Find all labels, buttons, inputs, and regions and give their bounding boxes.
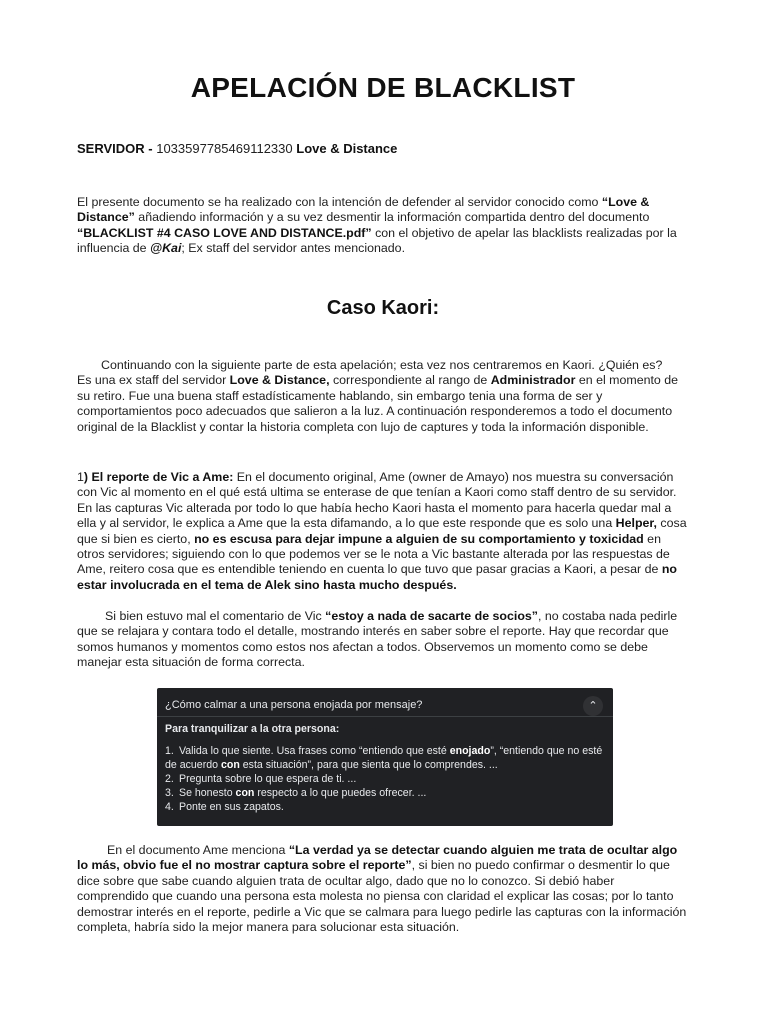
paragraph-2	[77, 470, 689, 593]
text: , no costaba nada pedirle que se relajara y contara todo el detalle, mostrando interés en saber sobre el reporte. Hay que recordar que somos humanos y momentos como estos nos afectan a todos. Observemos un momento como se debe manejar esta situación de forma correcta.	[77, 609, 678, 670]
item-number: 3.	[165, 787, 174, 799]
text: El presente documento se ha realizado con la intención de defender al servidor conocido como	[77, 195, 602, 209]
answer-list	[165, 744, 605, 814]
text: respecto a lo que puedes ofrecer. ...	[254, 787, 427, 799]
section-heading: Caso Kaori:	[326, 297, 440, 319]
intro-paragraph	[77, 195, 689, 257]
server-id: 1033597785469112330	[156, 141, 293, 156]
text: Ponte en sus zapatos.	[179, 801, 284, 813]
bold-text: “La verdad ya se detectar cuando alguien me trata de ocultar algo lo más, obvio fue el no mostrar captura sobre el reporte”	[77, 843, 678, 873]
paragraph-1	[77, 358, 689, 435]
text: Continuando con la siguiente parte de esta apelación; esta vez nos centraremos en Kaori. ¿Quién es?	[101, 358, 663, 372]
item-number: 2.	[165, 773, 174, 785]
list-item	[165, 744, 605, 772]
text: Es una ex staff del servidor	[77, 373, 230, 388]
server-line	[77, 141, 397, 156]
text: Se honesto	[179, 787, 236, 799]
text: , si bien no puedo confirmar o desmentir lo que dice sobre que sabe cuando alguien trata de ocultar algo, dado que no lo conozco. Si debió haber comprendido que cuando una persona esta molesta no piensa con claridad el explicar las cosas; por lo tanto demostrar interés en el reporte, pedirle a Vic que se calmara para luego pedirle las capturas con la información completa, habría sido la mejor manera para solucionar esta situación.	[77, 858, 687, 935]
text: correspondiente al rango de	[329, 373, 491, 388]
item-number: 1	[77, 470, 84, 484]
bold-text: Love & Distance,	[229, 373, 330, 388]
item-number: 1.	[165, 745, 174, 757]
server-name: Love & Distance	[296, 141, 398, 156]
chevron-up-icon: ⌃	[583, 696, 603, 716]
bold-text: ) El reporte de Vic a Ame:	[83, 470, 234, 484]
bold-text: Helper,	[615, 516, 657, 531]
text: esta situación”, para que sienta que lo comprendes. ...	[239, 759, 498, 771]
bold-text: no estar involucrada en el tema de Alek sino hasta mucho después.	[77, 562, 677, 592]
paragraph-4	[77, 843, 689, 935]
text: ”, “entiendo que no esté de acuerdo	[165, 745, 603, 771]
text: añadiendo información y a su vez desmentir la información compartida dentro del documento	[134, 210, 650, 225]
text: En el documento original, Ame (owner de Amayo) nos muestra su conversación con Vic al momento en el qué está ultima se enterase de que tenían a Kaori como staff dentro de su servidor. En las capturas Vic alterada por todo lo que había hecho Kaori hasta el momento para hacerla quedar mal a ella y al servidor, le explica a Ame que la esta difamando, a lo que este responde que es solo una	[77, 470, 677, 531]
list-item	[165, 800, 605, 814]
search-result-screenshot	[157, 688, 613, 826]
server-label: SERVIDOR -	[77, 141, 157, 156]
bold-text: no es escusa para dejar impune a alguien de su comportamiento y toxicidad	[194, 531, 644, 546]
list-item	[165, 786, 605, 800]
text: Valida lo que siente. Usa frases como “entiendo que esté	[179, 745, 450, 757]
list-item	[165, 772, 605, 786]
bold-text: “estoy a nada de sacarte de socios”	[325, 609, 538, 623]
search-question: ¿Cómo calmar a una persona enojada por mensaje?	[165, 699, 423, 711]
text: ; Ex staff del servidor antes mencionado.	[181, 241, 406, 256]
text: Pregunta sobre lo que espera de ti. ...	[179, 773, 357, 785]
text: cosa que si bien es cierto,	[77, 516, 687, 546]
item-number: 4.	[165, 801, 174, 813]
text: En el documento Ame menciona	[107, 843, 289, 857]
bold-text: Administrador	[490, 373, 576, 388]
bold-text: con	[220, 759, 240, 771]
divider	[157, 716, 613, 717]
answer-heading: Para tranquilizar a la otra persona:	[165, 723, 340, 735]
mention: @Kai	[150, 241, 182, 256]
text: en otros servidores; siguiendo con lo que podemos ver se le nota a Vic bastante alterada por las respuestas de Ame, reitero cosa que es entendible teniendo en cuenta lo que tuvo que pasar gracias a Kaori, a pesar de	[77, 531, 670, 577]
text: Si bien estuvo mal el comentario de Vic	[105, 609, 326, 623]
bold-text: enojado	[449, 745, 491, 757]
bold-text: con	[235, 787, 255, 799]
paragraph-3	[77, 609, 689, 671]
text: en el momento de su retiro. Fue una buena staff estadísticamente hablando, sin embargo tenia una forma de ser y comportamientos poco adecuados que salieron a la luz. A continuación responderemos a todo el documento original de la Blacklist y contar la historia completa con lujo de captures y toda la información disponible.	[77, 373, 679, 434]
bold-text: “BLACKLIST #4 CASO LOVE AND DISTANCE.pdf”	[77, 225, 372, 240]
text: con el objetivo de apelar las blacklists realizadas por la influencia de	[77, 225, 677, 256]
document-title: APELACIÓN DE BLACKLIST	[190, 72, 576, 103]
bold-text: “Love & Distance”	[77, 195, 650, 225]
